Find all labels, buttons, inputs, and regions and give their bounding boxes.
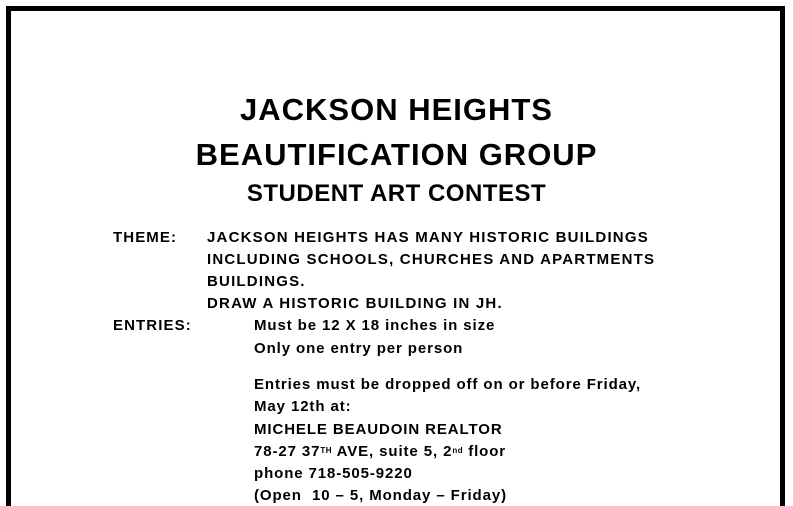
location-hours: (Open 10 – 5, Monday – Friday) xyxy=(254,487,507,504)
heading-line-3: STUDENT ART CONTEST xyxy=(246,180,547,207)
address-floor-ordinal: nd xyxy=(452,446,464,455)
theme-line-3: BUILDINGS. xyxy=(207,273,306,290)
address-street-number: 78-27 37 xyxy=(254,443,321,460)
theme-line-2: INCLUDING SCHOOLS, CHURCHES AND APARTMENTS xyxy=(207,251,656,268)
heading-line-1: JACKSON HEIGHTS xyxy=(240,92,553,127)
entries-size-rule: Must be 12 X 18 inches in size xyxy=(254,317,496,334)
theme-line-1: JACKSON HEIGHTS HAS MANY HISTORIC BUILDINGS xyxy=(207,229,649,246)
address-street-rest: AVE, suite 5, 2 xyxy=(332,443,453,460)
theme-label: THEME: xyxy=(113,229,178,246)
location-phone: phone 718-505-9220 xyxy=(254,465,413,482)
address-floor-rest: floor xyxy=(463,443,507,460)
heading-line-2: BEAUTIFICATION GROUP xyxy=(195,137,598,172)
entries-label: ENTRIES: xyxy=(113,317,192,334)
address-street-ordinal: TH xyxy=(320,446,333,455)
entries-dropoff-line-1: Entries must be dropped off on or before Friday, xyxy=(254,376,642,393)
entries-limit-rule: Only one entry per person xyxy=(254,340,464,357)
location-name: MICHELE BEAUDOIN REALTOR xyxy=(254,421,503,438)
theme-line-4: DRAW A HISTORIC BUILDING IN JH. xyxy=(207,295,503,312)
location-address xyxy=(254,443,506,461)
entries-dropoff-line-2: May 12th at: xyxy=(254,398,352,415)
